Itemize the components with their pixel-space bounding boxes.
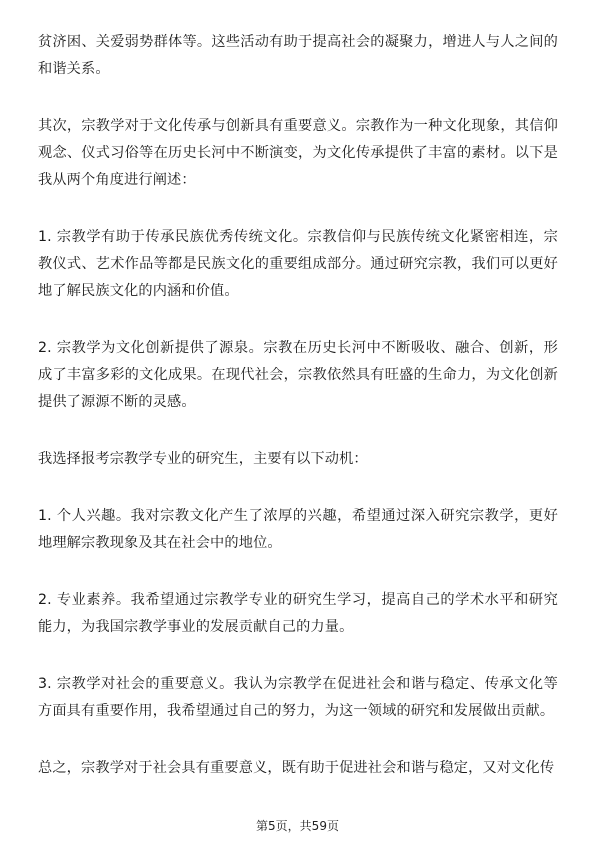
paragraph-motive-2-professional: 2. 专业素养。我希望通过宗教学专业的研究生学习，提高自己的学术水平和研究能力，为我国宗教学事业的发展贡献自己的力量。	[38, 592, 558, 635]
paragraph-point-2-innovation: 2. 宗教学为文化创新提供了源泉。宗教在历史长河中不断吸收、融合、创新，形成了丰富多彩的文化成果。在现代社会，宗教依然具有旺盛的生命力，为文化创新提供了源源不断的灵感。	[38, 340, 558, 410]
paragraph-point-1-tradition: 1. 宗教学有助于传承民族优秀传统文化。宗教信仰与民族传统文化紧密相连，宗教仪式、艺术作品等都是民族文化的重要组成部分。通过研究宗教，我们可以更好地了解民族文化的内涵和价值。	[38, 229, 558, 299]
paragraph-conclusion: 总之，宗教学对于社会具有重要意义，既有助于促进社会和谐与稳定，又对文化传	[38, 760, 555, 776]
page-number: 第5页，共59页	[256, 819, 339, 833]
paragraph-motivation-intro: 我选择报考宗教学专业的研究生，主要有以下动机：	[38, 451, 368, 467]
document-body	[38, 29, 558, 812]
paragraph-motive-1-interest: 1. 个人兴趣。我对宗教文化产生了浓厚的兴趣，希望通过深入研究宗教学，更好地理解宗教现象及其在社会中的地位。	[38, 508, 558, 551]
paragraph-motive-3-social: 3. 宗教学对社会的重要意义。我认为宗教学在促进社会和谐与稳定、传承文化等方面具有重要作用，我希望通过自己的努力，为这一领域的研究和发展做出贡献。	[38, 676, 558, 719]
paragraph-cultural-significance: 其次，宗教学对于文化传承与创新具有重要意义。宗教作为一种文化现象，其信仰观念、仪式习俗等在历史长河中不断演变，为文化传承提供了丰富的素材。以下是我从两个角度进行阐述：	[38, 118, 558, 188]
paragraph-continuation: 贫济困、关爱弱势群体等。这些活动有助于提高社会的凝聚力，增进人与人之间的和谐关系。	[38, 34, 558, 77]
